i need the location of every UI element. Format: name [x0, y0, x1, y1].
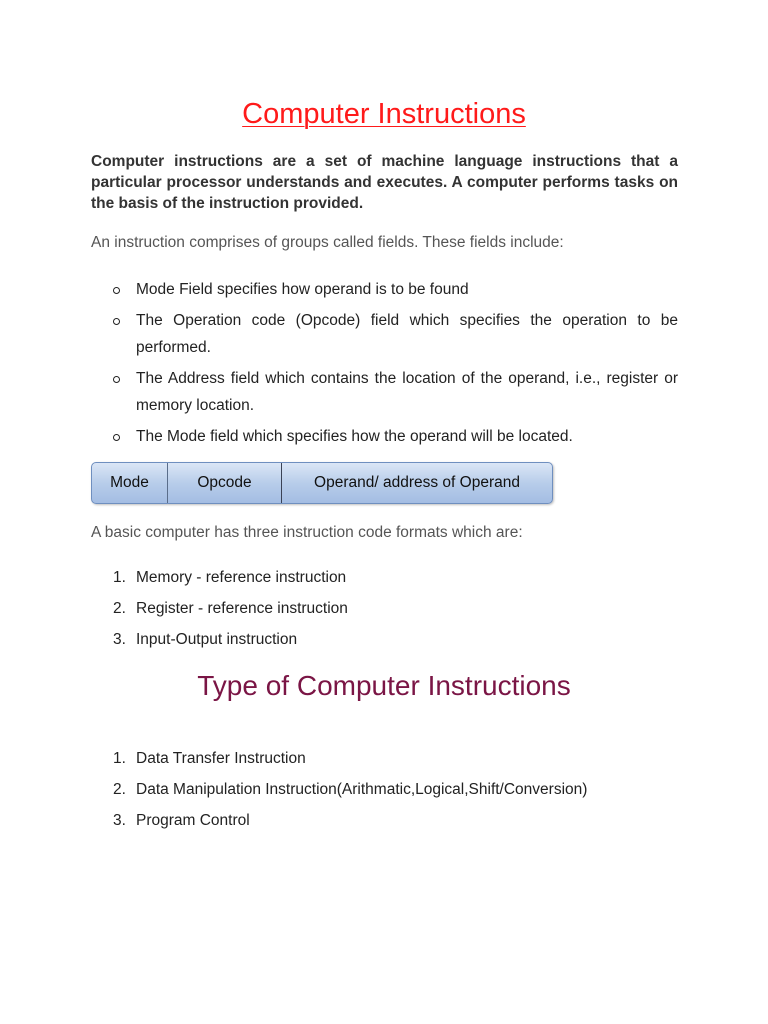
list-item-text: Program Control [136, 812, 250, 829]
circle-bullet-icon [113, 434, 120, 441]
list-item-text: Data Manipulation Instruction(Arithmatic,Logical,Shift/Conversion) [136, 781, 588, 798]
types-list [91, 749, 691, 842]
list-item [91, 276, 678, 303]
fields-intro: An instruction comprises of groups called fields. These fields include: [91, 234, 564, 251]
circle-bullet-icon [113, 287, 120, 294]
list-item [91, 780, 691, 800]
list-item [91, 568, 691, 588]
list-item-text: Data Transfer Instruction [136, 750, 306, 767]
list-item [91, 365, 678, 419]
formats-list [91, 568, 691, 661]
list-item [91, 630, 691, 650]
list-item-text: The Operation code (Opcode) field which specifies the operation to be performed. [136, 312, 678, 356]
section-heading: Type of Computer Instructions [197, 670, 571, 701]
intro-paragraph: Computer instructions are a set of machine language instructions that a particular processor understands and executes. A computer performs tasks on the basis of the instruction provided. [91, 153, 678, 212]
list-item-text: Memory - reference instruction [136, 569, 347, 586]
instruction-format-diagram [91, 462, 553, 504]
list-number: 3. [113, 631, 126, 648]
list-item-text: Mode Field specifies how operand is to be found [136, 281, 469, 298]
list-number: 3. [113, 812, 126, 829]
list-item-text: Input-Output instruction [136, 631, 298, 648]
list-number: 1. [113, 569, 126, 586]
fields-list [91, 276, 678, 454]
list-item [91, 749, 691, 769]
page-title: Computer Instructions [242, 98, 526, 130]
list-item-text: The Address field which contains the location of the operand, i.e., register or memory location. [136, 370, 678, 414]
list-number: 2. [113, 781, 126, 798]
list-number: 1. [113, 750, 126, 767]
list-item [91, 307, 678, 361]
list-item [91, 811, 691, 831]
list-item [91, 423, 678, 450]
list-number: 2. [113, 600, 126, 617]
list-item-text: Register - reference instruction [136, 600, 348, 617]
circle-bullet-icon [113, 318, 120, 325]
formats-intro: A basic computer has three instruction code formats which are: [91, 524, 523, 541]
circle-bullet-icon [113, 376, 120, 383]
list-item-text: The Mode field which specifies how the operand will be located. [136, 428, 573, 445]
opcode-cell: Opcode [168, 463, 282, 503]
mode-cell: Mode [92, 463, 168, 503]
operand-cell: Operand/ address of Operand [314, 474, 520, 491]
list-item [91, 599, 691, 619]
